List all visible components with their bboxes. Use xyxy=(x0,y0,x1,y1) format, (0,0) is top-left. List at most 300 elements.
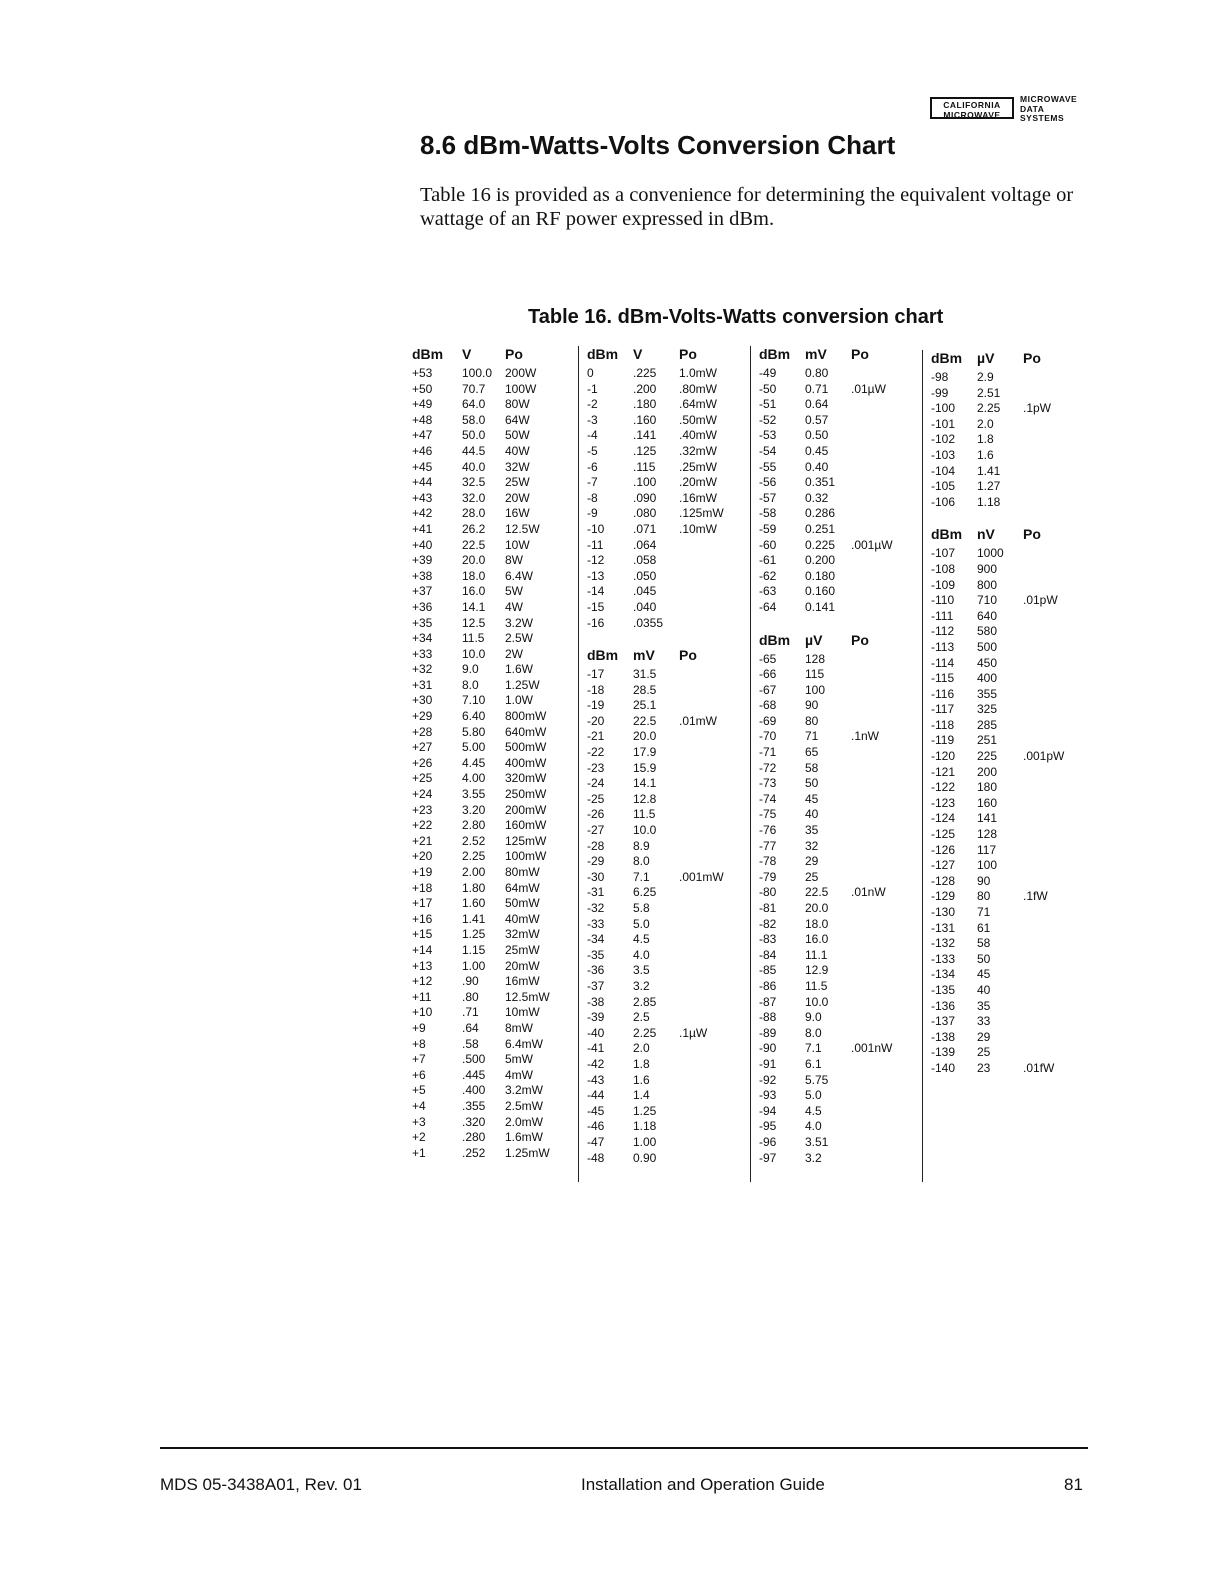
table-row xyxy=(751,761,916,777)
power-cell: 12.5mW xyxy=(505,989,550,1004)
dbm-cell: -1 xyxy=(587,381,598,396)
dbm-cell: -21 xyxy=(587,729,605,744)
dbm-cell: +14 xyxy=(412,942,433,957)
table-row xyxy=(751,1041,916,1057)
value-cell: 1.27 xyxy=(977,479,1001,494)
value-cell: 640 xyxy=(977,608,998,623)
dbm-cell: -7 xyxy=(587,475,598,490)
table-row xyxy=(579,491,744,507)
value-cell: 32.5 xyxy=(462,475,486,490)
table-row xyxy=(923,811,1088,827)
value-cell: 80 xyxy=(805,713,819,728)
dbm-cell: -56 xyxy=(759,475,777,490)
table-row xyxy=(412,959,577,975)
value-cell: 1.00 xyxy=(633,1134,657,1149)
logo-box-line: CALIFORNIA xyxy=(943,100,1001,110)
power-cell: .01pW xyxy=(1023,593,1058,608)
power-cell: 64mW xyxy=(505,880,540,895)
table-row xyxy=(412,693,577,709)
power-cell: .50mW xyxy=(679,412,718,427)
power-cell: 5W xyxy=(505,584,523,599)
value-cell: .125 xyxy=(633,443,657,458)
power-cell: 50mW xyxy=(505,896,540,911)
value-cell: 1000 xyxy=(977,546,1004,561)
table-row xyxy=(412,678,577,694)
dbm-cell: -75 xyxy=(759,807,777,822)
dbm-cell: -33 xyxy=(587,916,605,931)
column-header-row xyxy=(923,350,1088,370)
table-row xyxy=(579,1104,744,1120)
table-row xyxy=(751,745,916,761)
power-header: Po xyxy=(1023,526,1041,543)
power-cell: 16W xyxy=(505,506,530,521)
value-cell: 0.32 xyxy=(805,490,829,505)
dbm-cell: -50 xyxy=(759,381,777,396)
value-cell: 0.351 xyxy=(805,475,836,490)
value-cell: .400 xyxy=(462,1083,486,1098)
dbm-cell: -122 xyxy=(931,780,956,795)
value-cell: 3.51 xyxy=(805,1134,829,1149)
value-cell: 900 xyxy=(977,561,998,576)
table-row xyxy=(751,600,916,616)
table-row xyxy=(751,885,916,901)
value-cell: 32.0 xyxy=(462,490,486,505)
column-header-row xyxy=(579,647,744,667)
table-row xyxy=(412,366,577,382)
table-row xyxy=(751,428,916,444)
table-row xyxy=(751,366,916,382)
value-cell: 1.41 xyxy=(977,463,1001,478)
dbm-cell: -37 xyxy=(587,978,605,993)
value-cell: 1.8 xyxy=(977,432,994,447)
table-row xyxy=(579,1026,744,1042)
table-row xyxy=(751,522,916,538)
table-row xyxy=(923,464,1088,480)
dbm-cell: -116 xyxy=(931,686,955,701)
dbm-cell: -79 xyxy=(759,869,777,884)
dbm-cell: +41 xyxy=(412,521,433,536)
dbm-cell: -8 xyxy=(587,490,598,505)
dbm-cell: -88 xyxy=(759,1010,777,1025)
value-cell: .064 xyxy=(633,537,657,552)
value-cell: 10.0 xyxy=(462,646,486,661)
table-row xyxy=(579,569,744,585)
table-row xyxy=(412,522,577,538)
power-cell: .20mW xyxy=(679,475,718,490)
table-row xyxy=(751,792,916,808)
column-header-row xyxy=(412,346,577,366)
dbm-cell: -3 xyxy=(587,412,598,427)
power-cell: 3.2mW xyxy=(505,1083,544,1098)
value-cell: 6.1 xyxy=(805,1056,822,1071)
table-row xyxy=(923,749,1088,765)
table-row xyxy=(579,963,744,979)
value-cell: .445 xyxy=(462,1067,486,1082)
value-cell: 16.0 xyxy=(805,932,829,947)
dbm-cell: -19 xyxy=(587,698,605,713)
table-row xyxy=(579,729,744,745)
table-row xyxy=(412,1005,577,1021)
value-unit-header: µV xyxy=(977,350,995,366)
value-cell: 12.5 xyxy=(462,615,486,630)
value-cell: 20.0 xyxy=(462,553,486,568)
power-cell: 2.0mW xyxy=(505,1114,544,1129)
value-cell: 4.00 xyxy=(462,771,486,786)
value-cell: 25 xyxy=(977,1045,991,1060)
dbm-cell: +24 xyxy=(412,787,433,802)
table-row xyxy=(412,1083,577,1099)
table-row xyxy=(412,834,577,850)
dbm-header: dBm xyxy=(587,647,619,664)
dbm-cell: +35 xyxy=(412,615,433,630)
table-row xyxy=(923,671,1088,687)
dbm-cell: -26 xyxy=(587,807,605,822)
value-cell: 14.1 xyxy=(633,776,657,791)
dbm-cell: -42 xyxy=(587,1056,605,1071)
table-row xyxy=(923,796,1088,812)
table-row xyxy=(923,687,1088,703)
value-cell: 0.286 xyxy=(805,506,836,521)
value-cell: 8.0 xyxy=(462,677,479,692)
table-row xyxy=(751,506,916,522)
dbm-cell: -45 xyxy=(587,1103,605,1118)
table-row xyxy=(579,745,744,761)
dbm-cell: +37 xyxy=(412,584,433,599)
table-row xyxy=(923,921,1088,937)
power-cell: 250mW xyxy=(505,787,547,802)
table-row xyxy=(412,1021,577,1037)
value-cell: 1.60 xyxy=(462,896,486,911)
footer-doc-number: MDS 05-3438A01, Rev. 01 xyxy=(160,1475,362,1494)
value-cell: .090 xyxy=(633,490,657,505)
dbm-cell: -113 xyxy=(931,639,955,654)
table-row xyxy=(751,979,916,995)
value-cell: 20.0 xyxy=(633,729,657,744)
power-cell: .64mW xyxy=(679,397,718,412)
value-cell: 40.0 xyxy=(462,459,486,474)
table-row xyxy=(412,912,577,928)
table-row xyxy=(923,780,1088,796)
value-cell: 0.71 xyxy=(805,381,829,396)
table-row xyxy=(923,967,1088,983)
table-row xyxy=(923,874,1088,890)
dbm-cell: -58 xyxy=(759,506,777,521)
power-cell: 25W xyxy=(505,475,530,490)
logo-side-line: DATA xyxy=(1020,103,1045,114)
dbm-cell: +33 xyxy=(412,646,433,661)
value-cell: 28.5 xyxy=(633,682,657,697)
table-row xyxy=(579,870,744,886)
value-cell: 2.00 xyxy=(462,865,486,879)
value-unit-header: V xyxy=(462,346,472,362)
value-cell: 32 xyxy=(805,838,819,853)
table-row xyxy=(751,901,916,917)
value-cell: 4.5 xyxy=(805,1103,822,1118)
table-row xyxy=(923,858,1088,874)
dbm-cell: -80 xyxy=(759,885,777,900)
value-cell: 90 xyxy=(977,873,991,888)
power-header: Po xyxy=(851,631,869,648)
table-row xyxy=(412,1068,577,1084)
value-cell: 4.45 xyxy=(462,755,486,770)
value-cell: 1.6 xyxy=(633,1072,650,1087)
table-row xyxy=(412,990,577,1006)
power-cell: 32W xyxy=(505,459,530,474)
power-header: Po xyxy=(851,346,869,362)
value-unit-header: mV xyxy=(633,647,655,664)
dbm-cell: -103 xyxy=(931,447,956,462)
table-row xyxy=(923,640,1088,656)
dbm-header: dBm xyxy=(587,346,619,362)
dbm-cell: -133 xyxy=(931,951,956,966)
dbm-cell: +5 xyxy=(412,1083,426,1098)
table-row xyxy=(412,927,577,943)
dbm-cell: +46 xyxy=(412,443,433,458)
power-cell: .125mW xyxy=(679,506,724,521)
power-cell: 5mW xyxy=(505,1052,533,1067)
value-cell: 7.10 xyxy=(462,693,486,708)
dbm-cell: -39 xyxy=(587,1010,605,1025)
dbm-cell: -132 xyxy=(931,936,956,951)
dbm-cell: -2 xyxy=(587,397,598,412)
dbm-cell: -98 xyxy=(931,370,949,384)
dbm-header: dBm xyxy=(759,346,791,362)
table-row xyxy=(412,881,577,897)
value-cell: 400 xyxy=(977,671,998,686)
power-cell: 160mW xyxy=(505,818,547,833)
dbm-cell: +23 xyxy=(412,802,433,817)
dbm-cell: +49 xyxy=(412,397,433,412)
dbm-cell: -32 xyxy=(587,901,605,915)
dbm-cell: -106 xyxy=(931,494,956,509)
table-row xyxy=(412,1115,577,1131)
power-cell: 4W xyxy=(505,599,523,614)
value-cell: 40 xyxy=(977,982,991,997)
dbm-cell: -46 xyxy=(587,1119,605,1134)
intro-paragraph: Table 16 is provided as a convenience for determining the equivalent voltage or wattage of an RF power expressed in dBm. xyxy=(420,184,1074,230)
value-cell: 225 xyxy=(977,749,998,764)
power-cell: 1.25W xyxy=(505,677,540,692)
dbm-cell: -120 xyxy=(931,749,956,764)
value-cell: 3.2 xyxy=(633,978,650,993)
dbm-cell: -65 xyxy=(759,651,777,666)
dbm-cell: -49 xyxy=(759,366,777,380)
power-header: Po xyxy=(679,346,697,362)
value-cell: 22.5 xyxy=(805,885,829,900)
table-row xyxy=(412,709,577,725)
value-cell: .115 xyxy=(633,459,656,474)
table-row xyxy=(412,600,577,616)
power-cell: 8mW xyxy=(505,1020,533,1035)
power-cell: 40mW xyxy=(505,911,540,926)
dbm-cell: -135 xyxy=(931,982,956,997)
power-cell: .40mW xyxy=(679,428,718,443)
power-cell: .1pW xyxy=(1023,401,1052,416)
table-row xyxy=(751,1073,916,1089)
value-cell: 61 xyxy=(977,920,991,935)
value-cell: 2.85 xyxy=(633,994,657,1009)
dbm-cell: -40 xyxy=(587,1025,605,1040)
table-row xyxy=(923,1061,1088,1077)
dbm-cell: -125 xyxy=(931,827,956,842)
table-row xyxy=(751,1088,916,1104)
value-cell: 0.80 xyxy=(805,366,829,380)
dbm-header: dBm xyxy=(931,526,963,543)
table-row xyxy=(923,1014,1088,1030)
table-row xyxy=(751,413,916,429)
table-row xyxy=(579,776,744,792)
dbm-cell: +28 xyxy=(412,724,433,739)
table-row xyxy=(923,386,1088,402)
dbm-cell: +30 xyxy=(412,693,433,708)
dbm-cell: +20 xyxy=(412,849,433,864)
dbm-cell: -139 xyxy=(931,1045,956,1060)
table-row xyxy=(923,983,1088,999)
value-cell: .080 xyxy=(633,506,657,521)
table-row xyxy=(923,562,1088,578)
dbm-cell: -104 xyxy=(931,463,956,478)
value-cell: 11.5 xyxy=(462,631,485,646)
table-row xyxy=(579,932,744,948)
power-cell: 64W xyxy=(505,412,530,427)
dbm-cell: -84 xyxy=(759,947,777,962)
dbm-cell: -41 xyxy=(587,1041,605,1056)
table-row xyxy=(579,901,744,917)
dbm-cell: -64 xyxy=(759,599,777,614)
table-row xyxy=(923,370,1088,386)
value-cell: 11.5 xyxy=(805,978,828,993)
dbm-cell: +34 xyxy=(412,631,433,646)
logo-side-text xyxy=(1020,95,1077,124)
value-cell: 1.00 xyxy=(462,958,486,973)
value-cell: 115 xyxy=(805,667,825,682)
table-row xyxy=(412,444,577,460)
value-cell: 18.0 xyxy=(462,568,486,583)
table-row xyxy=(579,917,744,933)
value-cell: 2.25 xyxy=(462,849,486,864)
column-header-row xyxy=(751,346,916,366)
dbm-cell: -101 xyxy=(931,416,956,431)
value-cell: 71 xyxy=(805,729,819,744)
table-row xyxy=(412,475,577,491)
power-cell: .1fW xyxy=(1023,889,1048,904)
table-row xyxy=(923,889,1088,905)
value-cell: .160 xyxy=(633,412,657,427)
dbm-cell: -114 xyxy=(931,655,955,670)
table-row xyxy=(751,995,916,1011)
value-cell: 100.0 xyxy=(462,366,493,380)
dbm-cell: +29 xyxy=(412,709,433,724)
dbm-cell: -102 xyxy=(931,432,956,447)
dbm-cell: -44 xyxy=(587,1088,605,1103)
value-cell: 251 xyxy=(977,733,998,748)
dbm-cell: -107 xyxy=(931,546,956,561)
logo-box xyxy=(930,97,1014,119)
value-cell: 100 xyxy=(977,858,998,873)
dbm-cell: -55 xyxy=(759,459,777,474)
table-column-1 xyxy=(412,346,577,1161)
table-row xyxy=(579,506,744,522)
value-cell: 5.0 xyxy=(633,916,650,931)
value-cell: 35 xyxy=(977,998,991,1013)
table-column-3 xyxy=(750,346,916,1182)
power-cell: .01nW xyxy=(851,885,886,900)
value-cell: .58 xyxy=(462,1036,479,1051)
dbm-cell: +39 xyxy=(412,553,433,568)
table-column-4 xyxy=(922,350,1088,1182)
table-row xyxy=(923,624,1088,640)
power-cell: .25mW xyxy=(679,459,718,474)
section-title: 8.6 dBm-Watts-Volts Conversion Chart xyxy=(420,130,896,160)
dbm-header: dBm xyxy=(412,346,444,362)
table-row xyxy=(412,818,577,834)
power-cell: 6.4mW xyxy=(505,1036,544,1051)
dbm-cell: -134 xyxy=(931,967,956,982)
dbm-cell: -81 xyxy=(759,901,777,915)
power-header: Po xyxy=(505,346,523,362)
table-row xyxy=(751,839,916,855)
table-row xyxy=(751,491,916,507)
dbm-cell: +16 xyxy=(412,911,433,926)
dbm-header: dBm xyxy=(759,631,791,648)
value-cell: 0.200 xyxy=(805,553,836,568)
table-row xyxy=(579,1119,744,1135)
value-cell: 80 xyxy=(977,889,991,904)
value-cell: .200 xyxy=(633,381,657,396)
table-row xyxy=(923,448,1088,464)
logo-side-line: SYSTEMS xyxy=(1020,113,1065,123)
value-cell: 8.0 xyxy=(633,854,650,869)
dbm-cell: -121 xyxy=(931,764,956,779)
table-row xyxy=(923,578,1088,594)
table-row xyxy=(923,999,1088,1015)
value-cell: 58 xyxy=(977,936,991,951)
power-cell: 20mW xyxy=(505,958,540,973)
table-row xyxy=(579,366,744,382)
power-cell: .1µW xyxy=(679,1025,708,1040)
table-row xyxy=(579,460,744,476)
dbm-cell: +32 xyxy=(412,662,433,677)
dbm-cell: +43 xyxy=(412,490,433,505)
value-cell: 1.4 xyxy=(633,1088,650,1103)
value-cell: 355 xyxy=(977,686,998,701)
table-row xyxy=(412,584,577,600)
dbm-cell: -138 xyxy=(931,1029,956,1044)
table-row xyxy=(751,475,916,491)
value-cell: 128 xyxy=(805,651,826,666)
dbm-cell: +15 xyxy=(412,927,433,942)
dbm-cell: -22 xyxy=(587,745,605,760)
value-cell: 45 xyxy=(977,967,991,982)
table-row xyxy=(412,849,577,865)
table-row xyxy=(923,952,1088,968)
dbm-cell: +36 xyxy=(412,599,433,614)
value-cell: 8.9 xyxy=(633,838,650,853)
table-row xyxy=(751,729,916,745)
table-row xyxy=(923,765,1088,781)
dbm-cell: -97 xyxy=(759,1150,777,1165)
table-row xyxy=(412,491,577,507)
value-cell: 4.0 xyxy=(805,1119,822,1134)
table-row xyxy=(579,397,744,413)
power-cell: 320mW xyxy=(505,771,547,786)
value-cell: 50 xyxy=(977,951,991,966)
table-row xyxy=(751,854,916,870)
table-row xyxy=(412,943,577,959)
dbm-cell: -140 xyxy=(931,1060,956,1075)
value-cell: 9.0 xyxy=(805,1010,822,1025)
power-cell: .16mW xyxy=(679,490,718,505)
